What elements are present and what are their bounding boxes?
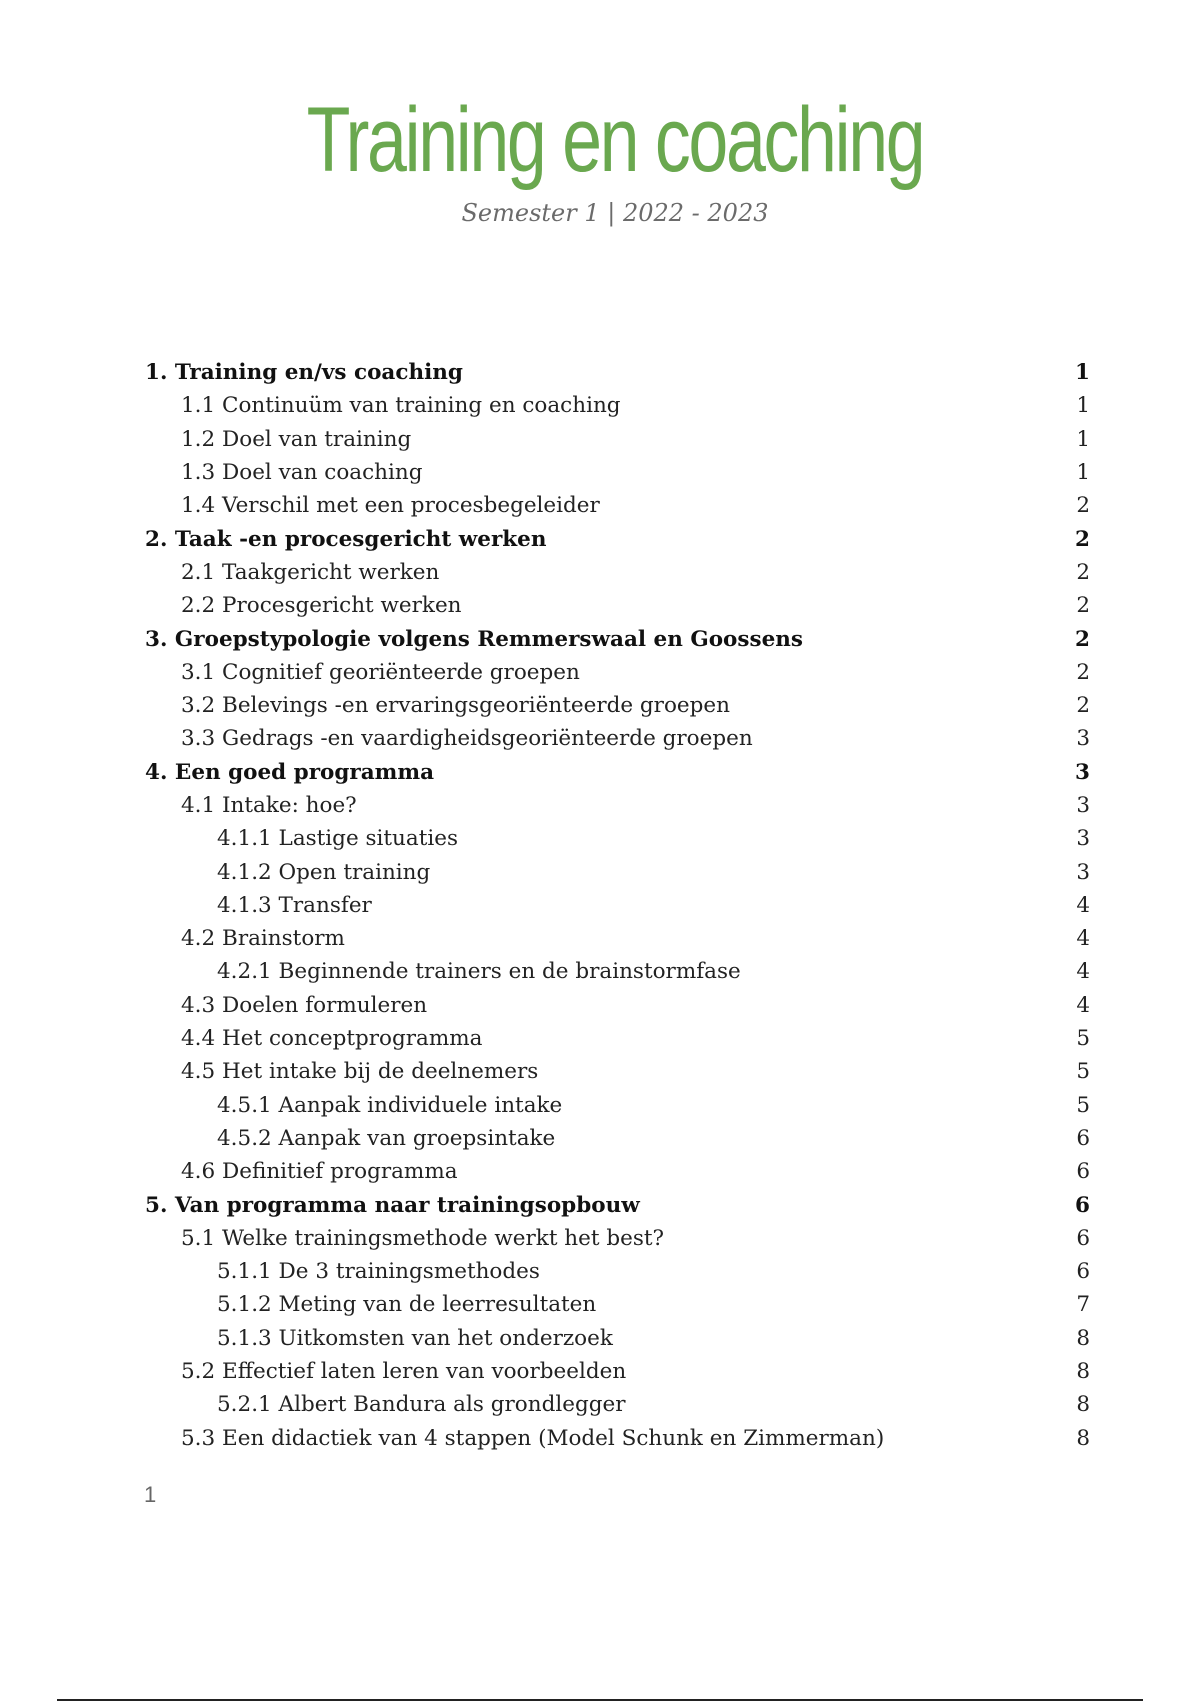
toc-entry-label: 4.1 Intake: hoe? (181, 793, 357, 818)
document-title: Training en coaching (306, 89, 924, 191)
toc-entry[interactable] (145, 1022, 1090, 1055)
toc-entry[interactable] (145, 1255, 1090, 1288)
toc-entry-label: 5.1.2 Meting van de leerresultaten (217, 1292, 597, 1318)
toc-entry-page-number: 6 (1076, 1159, 1090, 1185)
toc-entry-label: 4.4 Het conceptprogramma (181, 1026, 483, 1052)
toc-entry-page-number: 2 (1075, 626, 1090, 652)
toc-entry[interactable] (145, 1089, 1090, 1122)
toc-entry-label: 5.1.1 De 3 trainingsmethodes (217, 1259, 540, 1285)
toc-entry-page-number: 3 (1075, 759, 1090, 785)
toc-entry-label: 4.2 Brainstorm (181, 926, 345, 952)
toc-entry-label: 2. Taak -en procesgericht werken (145, 526, 547, 552)
toc-entry-page-number: 6 (1076, 1125, 1090, 1151)
toc-entry-page-number: 5 (1076, 1092, 1090, 1118)
toc-entry-label: 1.2 Doel van training (181, 426, 412, 452)
toc-entry-label: 5.1.3 Uitkomsten van het onderzoek (217, 1325, 613, 1351)
toc-entry-page-number: 3 (1076, 793, 1090, 818)
toc-entry[interactable] (145, 789, 1090, 822)
toc-entry-label: 4.5.2 Aanpak van groepsintake (217, 1125, 556, 1151)
toc-entry-page-number: 6 (1075, 1192, 1090, 1218)
toc-entry-label: 5.3 Een didactiek van 4 stappen (Model Schunk en Zimmerman) (181, 1425, 885, 1451)
toc-entry-page-number: 4 (1076, 959, 1090, 985)
toc-entry[interactable] (145, 1288, 1090, 1321)
toc-entry-page-number: 5 (1076, 1059, 1090, 1085)
toc-entry-label: 5.1 Welke trainingsmethode werkt het best? (181, 1225, 665, 1251)
toc-entry[interactable] (145, 356, 1090, 389)
toc-entry-page-number: 2 (1076, 693, 1090, 719)
toc-entry[interactable] (145, 756, 1090, 789)
page-number: 1 (144, 1482, 157, 1507)
toc-entry[interactable] (145, 1322, 1090, 1355)
toc-entry-page-number: 2 (1076, 493, 1090, 519)
table-of-contents (145, 356, 1090, 1455)
toc-entry-page-number: 1 (1075, 360, 1090, 386)
toc-entry-label: 4.5.1 Aanpak individuele intake (217, 1092, 563, 1118)
toc-entry-label: 3.1 Cognitief georiënteerde groepen (181, 659, 580, 685)
toc-entry-label: 1. Training en/vs coaching (145, 360, 463, 386)
toc-entry[interactable] (145, 423, 1090, 456)
toc-entry-label: 4.1.2 Open training (217, 859, 431, 885)
toc-entry-page-number: 4 (1076, 926, 1090, 952)
toc-entry-page-number: 8 (1076, 1425, 1090, 1451)
toc-entry[interactable] (145, 822, 1090, 855)
toc-entry[interactable] (145, 489, 1090, 522)
toc-entry-page-number: 6 (1076, 1259, 1090, 1285)
toc-entry[interactable] (145, 1055, 1090, 1088)
toc-entry-page-number: 6 (1076, 1225, 1090, 1251)
toc-entry[interactable] (145, 589, 1090, 622)
toc-entry-page-number: 2 (1076, 593, 1090, 619)
toc-entry-label: 2.1 Taakgericht werken (181, 559, 440, 585)
toc-entry[interactable] (145, 1355, 1090, 1388)
toc-entry-page-number: 1 (1076, 460, 1090, 486)
toc-entry[interactable] (145, 889, 1090, 922)
toc-entry-label: 5.2 Effectief laten leren van voorbeelden (181, 1359, 627, 1385)
toc-entry-label: 2.2 Procesgericht werken (181, 593, 462, 619)
toc-entry-label: 3.3 Gedrags -en vaardigheidsgeoriënteerde groepen (181, 726, 753, 752)
toc-entry[interactable] (145, 989, 1090, 1022)
toc-entry-label: 4.1.1 Lastige situaties (217, 826, 458, 852)
document-subtitle: Semester 1 | 2022 - 2023 (461, 199, 769, 227)
toc-entry-label: 4.5 Het intake bij de deelnemers (181, 1059, 539, 1085)
toc-entry-label: 1.1 Continuüm van training en coaching (181, 393, 621, 419)
toc-entry-label: 1.4 Verschil met een procesbegeleider (181, 493, 600, 519)
toc-entry[interactable] (145, 1222, 1090, 1255)
toc-entry[interactable] (145, 556, 1090, 589)
toc-entry-page-number: 1 (1076, 393, 1090, 419)
toc-entry-page-number: 2 (1076, 559, 1090, 585)
toc-entry[interactable] (145, 955, 1090, 988)
toc-entry-label: 5. Van programma naar trainingsopbouw (145, 1192, 640, 1218)
toc-entry[interactable] (145, 522, 1090, 555)
toc-entry-page-number: 2 (1076, 659, 1090, 685)
toc-entry-label: 4.1.3 Transfer (217, 892, 372, 918)
toc-entry[interactable] (145, 1122, 1090, 1155)
toc-entry-label: 1.3 Doel van coaching (181, 460, 423, 486)
toc-entry[interactable] (145, 1155, 1090, 1188)
toc-entry-label: 4. Een goed programma (145, 759, 435, 785)
toc-entry[interactable] (145, 456, 1090, 489)
toc-entry-page-number: 3 (1076, 726, 1090, 752)
toc-entry-label: 3. Groepstypologie volgens Remmerswaal en Goossens (145, 626, 804, 652)
toc-entry[interactable] (145, 855, 1090, 888)
toc-entry-page-number: 8 (1076, 1325, 1090, 1351)
toc-entry[interactable] (145, 389, 1090, 422)
toc-entry-page-number: 4 (1076, 992, 1090, 1018)
toc-entry-label: 4.2.1 Beginnende trainers en de brainstormfase (217, 959, 741, 985)
toc-entry-label: 4.6 Definitief programma (181, 1159, 458, 1185)
toc-entry-page-number: 5 (1076, 1026, 1090, 1052)
toc-entry-page-number: 4 (1076, 892, 1090, 918)
toc-entry[interactable] (145, 622, 1090, 655)
toc-entry[interactable] (145, 722, 1090, 755)
toc-entry[interactable] (145, 1188, 1090, 1221)
toc-entry-label: 5.2.1 Albert Bandura als grondlegger (217, 1392, 626, 1418)
toc-entry[interactable] (145, 1422, 1090, 1455)
toc-entry-label: 3.2 Belevings -en ervaringsgeoriënteerde groepen (181, 693, 730, 719)
toc-entry-label: 4.3 Doelen formuleren (181, 992, 428, 1018)
toc-entry-page-number: 7 (1076, 1292, 1090, 1318)
toc-entry[interactable] (145, 1388, 1090, 1421)
toc-entry-page-number: 8 (1076, 1392, 1090, 1418)
toc-entry-page-number: 3 (1076, 859, 1090, 885)
toc-entry-page-number: 1 (1076, 426, 1090, 452)
toc-entry-page-number: 2 (1075, 526, 1090, 552)
toc-entry[interactable] (145, 656, 1090, 689)
toc-entry[interactable] (145, 689, 1090, 722)
toc-entry-page-number: 8 (1076, 1359, 1090, 1385)
toc-entry-page-number: 3 (1076, 826, 1090, 852)
toc-entry[interactable] (145, 922, 1090, 955)
